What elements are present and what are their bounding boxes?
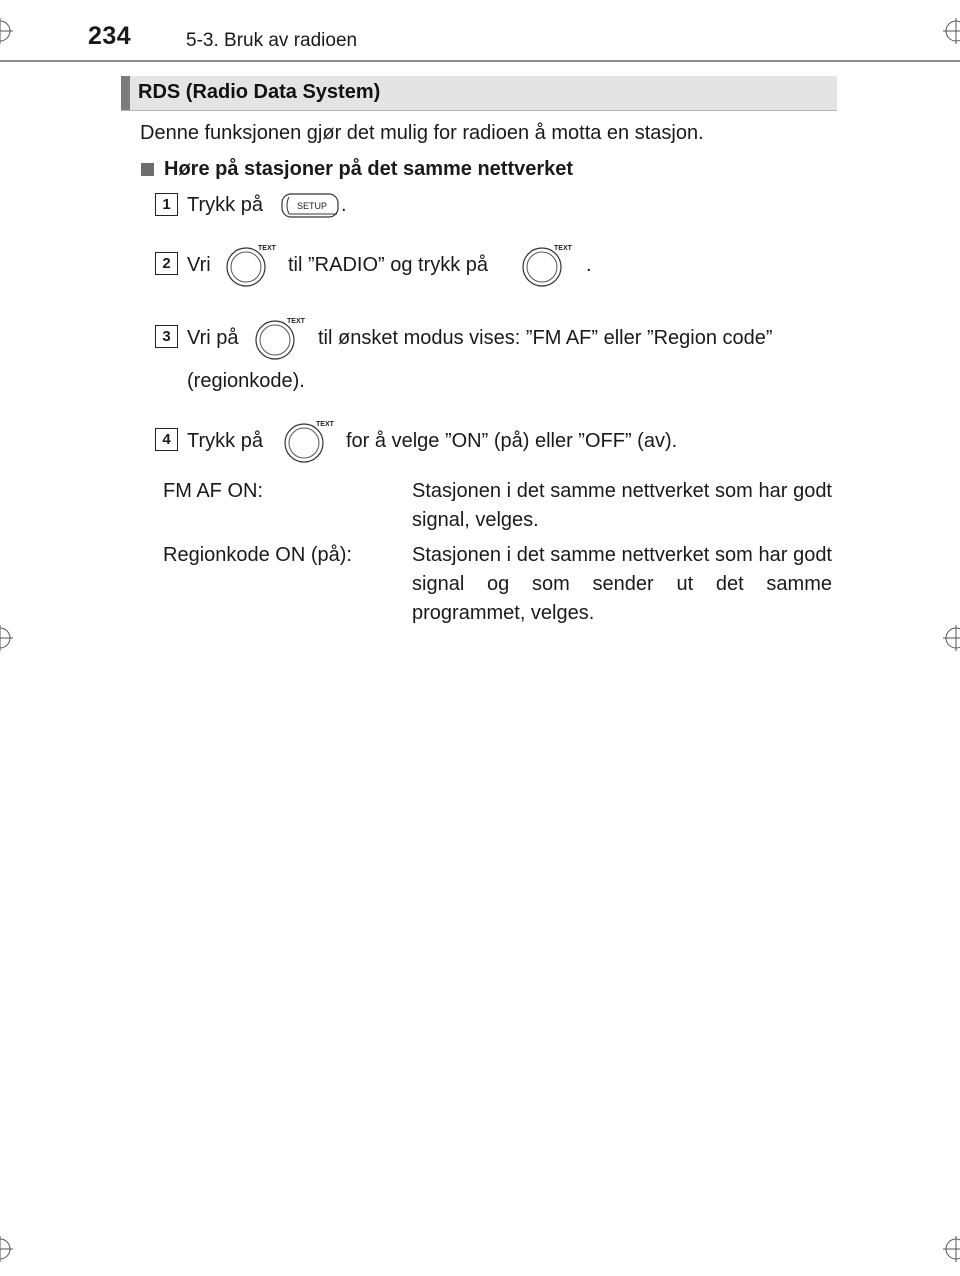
step-4-text-a: Trykk på [187,430,263,452]
step-2-number: 2 [155,252,178,275]
step-2-text-c: . [586,254,592,276]
knob-label: TEXT [287,318,305,325]
heading-title: RDS (Radio Data System) [138,81,381,103]
step-4-text-b: for å velge ”ON” (på) eller ”OFF” (av). [346,430,678,452]
setup-label: SETUP [296,201,328,211]
tune-knob-icon [226,241,278,291]
step-1-text-a: Trykk på [187,194,263,216]
step-3-number: 3 [155,325,178,348]
crop-mark-mid-left [0,625,13,651]
step-2-text-b: til ”RADIO” og trykk på [288,254,489,276]
heading-accent [121,76,130,110]
definition-term: FM AF ON: [163,480,263,502]
knob-label: TEXT [554,245,572,252]
crop-mark-top-left [0,18,13,44]
step-4-number: 4 [155,428,178,451]
heading-bar [121,76,837,111]
step-3-text-a: Vri på [187,327,239,349]
knob-label: TEXT [316,421,334,428]
tune-knob-icon [284,417,336,467]
tune-knob-icon [522,241,574,291]
step-1-text-b: . [341,194,347,216]
crop-mark-bottom-left [0,1236,13,1262]
crop-mark-bottom-right [943,1236,960,1262]
tune-knob-icon [255,314,307,364]
step-3-text-c: (regionkode). [187,370,305,392]
knob-label: TEXT [258,245,276,252]
step-2-text-a: Vri [187,254,211,276]
page-number: 234 [88,22,132,50]
step-1-number: 1 [155,193,178,216]
crop-mark-top-right [943,18,960,44]
definition-text: Stasjonen i det samme nettverket som har godt signal, velges. [412,480,832,531]
definition-term: Regionkode ON (på): [163,544,352,566]
section-title: 5-3. Bruk av radioen [186,30,358,51]
step-3-text-b: til ønsket modus vises: ”FM AF” eller ”Region code” [318,327,773,349]
header-divider [0,60,960,62]
subheading: Høre på stasjoner på det samme nettverket [164,158,574,180]
subheading-bullet-icon [141,163,154,176]
intro-text: Denne funksjonen gjør det mulig for radioen å motta en stasjon. [140,122,704,144]
definition-text: Stasjonen i det samme nettverket som har godt signal og som sender ut det samme programmet, velges. [412,544,832,624]
crop-mark-mid-right [943,625,960,651]
setup-button-icon [281,193,345,219]
